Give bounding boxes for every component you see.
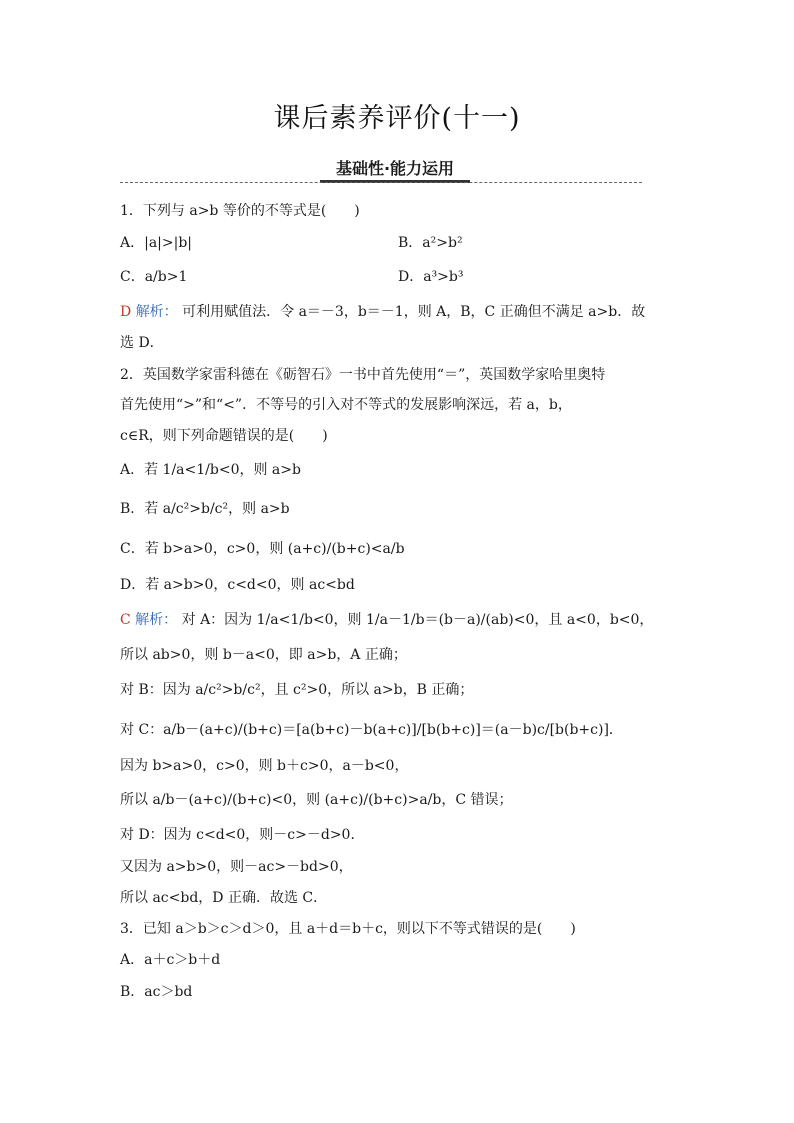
q1-option-c: C．a/b>1: [120, 269, 188, 285]
q1-analysis: [120, 303, 645, 321]
q1-option-b: B．a²>b²: [398, 235, 463, 251]
q2-option-b: B．若 a/c²>b/c²，则 a>b: [120, 501, 290, 517]
q1-stem: 1．下列与 a>b 等价的不等式是( ): [120, 203, 360, 219]
q1-answer: D: [120, 304, 132, 320]
q1-option-a: A．|a|>|b|: [120, 235, 193, 251]
section-divider: [120, 182, 642, 183]
q1-analysis-text: 可利用赋值法．令 a＝－3，b＝－1，则 A，B，C 正确但不满足 a>b．故: [182, 304, 646, 320]
q2-step-5: 因为 b>a>0，c>0，则 b＋c>0，a－b<0，: [120, 758, 409, 774]
q1-analysis-label: 解析：: [135, 304, 178, 320]
q2-step-6: 所以 a/b－(a+c)/(b+c)<0，则 (a+c)/(b+c)>a/b，C 错误；: [120, 792, 513, 808]
q2-option-c: C．若 b>a>0，c>0，则 (a+c)/(b+c)<a/b: [120, 541, 405, 557]
q2-stem-2: 首先使用“>”和“<”．不等号的引入对不等式的发展影响深远，若 a，b，: [120, 397, 572, 413]
q2-stem-3: c∈R，则下列命题错误的是( ): [120, 428, 328, 444]
q1-option-d: D．a³>b³: [398, 269, 464, 285]
section-header: [120, 156, 642, 186]
q2-step-1: 对 A：因为 1/a<1/b<0，则 1/a－1/b＝(b－a)/(ab)<0，且 a<0，b<0，: [181, 612, 654, 628]
q2-step-4: 对 C：a/b－(a+c)/(b+c)＝[a(b+c)－b(a+c)]/[b(b+c)]＝(a－b)c/[b(b+c)]．: [120, 722, 623, 738]
q2-step-3: 对 B：因为 a/c²>b/c²，且 c²>0，所以 a>b，B 正确；: [120, 682, 474, 698]
page-title: 课后素养评价(十一): [273, 103, 521, 134]
q2-step-8: 又因为 a>b>0，则－ac>－bd>0，: [120, 859, 353, 875]
q3-option-b: B．ac＞bd: [120, 984, 193, 1000]
q1-analysis-cont: 选 D．: [120, 335, 164, 351]
q2-analysis-label: 解析：: [135, 612, 178, 628]
q2-step-2: 所以 ab>0，则 b－a<0，即 a>b，A 正确；: [120, 647, 407, 663]
q2-option-a: A．若 1/a<1/b<0，则 a>b: [120, 462, 301, 478]
q3-option-a: A．a＋c＞b＋d: [120, 952, 221, 968]
section-label: 基础性·能力运用: [335, 159, 455, 178]
q3-stem: 3．已知 a＞b＞c＞d＞0，且 a＋d＝b＋c，则以下不等式错误的是( ): [120, 921, 576, 937]
q2-analysis: [120, 611, 653, 629]
q2-answer: C: [120, 612, 131, 628]
q2-step-9: 所以 ac<bd，D 正确．故选 C．: [120, 890, 328, 906]
q2-step-7: 对 D：因为 c<d<0，则－c>－d>0．: [120, 827, 365, 843]
q2-option-d: D．若 a>b>0，c<d<0，则 ac<bd: [120, 577, 355, 593]
q2-stem-1: 2．英国数学家雷科德在《砺智石》一书中首先使用“＝”，英国数学家哈里奥特: [120, 367, 606, 383]
